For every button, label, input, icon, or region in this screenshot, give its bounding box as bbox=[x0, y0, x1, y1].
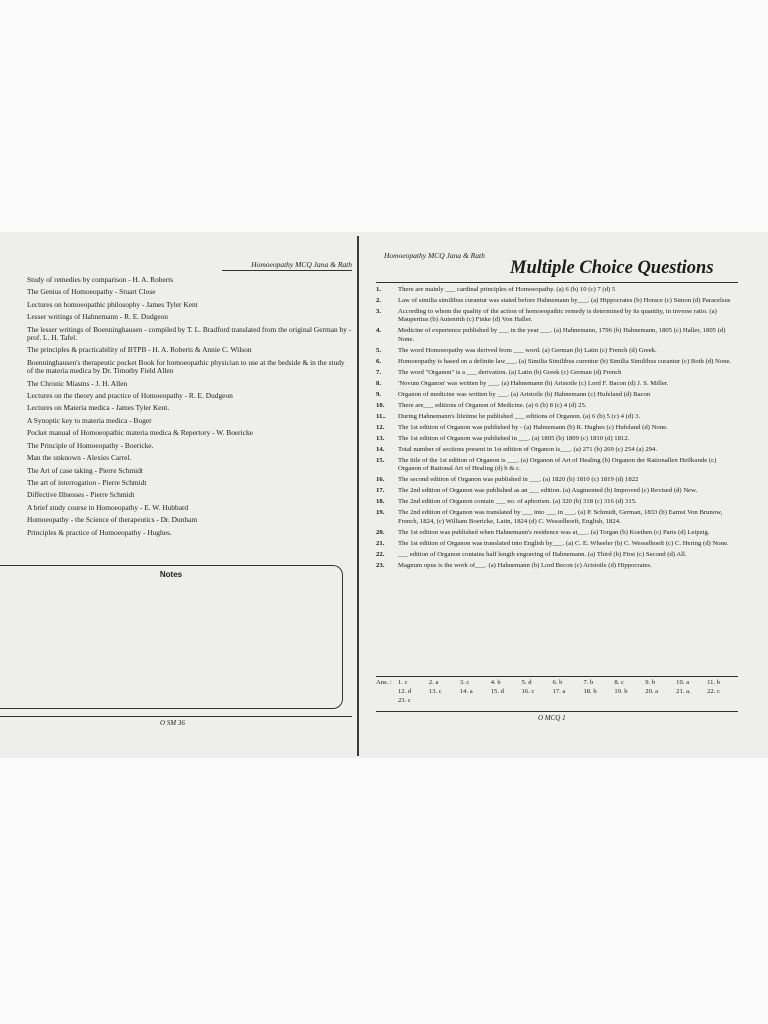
question-text: The word "Organon" is a ___ derivation. (a) Latin (b) Greek (c) German (d) French bbox=[398, 368, 622, 376]
question-item bbox=[376, 369, 740, 377]
answer-item: 6. b bbox=[552, 679, 563, 686]
answer-item: 1. c bbox=[398, 679, 408, 686]
question-item bbox=[376, 402, 740, 410]
question-number: 23. bbox=[376, 561, 385, 569]
reference-item: Boenninghausen's therapeutic pocket Book for homoeopathic physician to use at the bedside & in the study of the materia medica by Dr. Timothy Field Allen bbox=[27, 357, 345, 376]
question-text: Medicine of experience published by ___ in the year ___. (a) Hahnemann, 1796 (b) Hahnemann, 1805 (c) Haller, 1805 (d) None. bbox=[398, 327, 726, 343]
answer-item: 21. a. bbox=[676, 688, 691, 695]
question-item bbox=[376, 551, 740, 559]
answer-item: 16. c bbox=[521, 688, 535, 695]
question-text: There are mainly ___ cardinal principles of Homoeopathy. (a) 6 (b) 10 (c) 7 (d) 5 bbox=[398, 286, 616, 293]
answer-item: 14. a bbox=[459, 688, 473, 695]
answer-item: 4. b bbox=[490, 679, 501, 686]
reference-item: The Principle of Homoeopathy - Boericke. bbox=[27, 440, 154, 450]
question-item bbox=[376, 358, 740, 366]
answer-item: 22. c bbox=[707, 688, 720, 695]
question-item bbox=[376, 509, 740, 526]
page-title: Multiple Choice Questions bbox=[510, 258, 714, 278]
question-text: The 2nd edition of Organon was published as an ___ edition. (a) Augmented (b) Improved (c) Revised (d) New. bbox=[398, 487, 698, 495]
reference-item: A brief study course in Homoeopathy - E. W. Hubbard bbox=[27, 502, 189, 512]
reference-item: Lectures on Materia medica - James Tyler Kent. bbox=[27, 403, 170, 413]
left-page-number: O SM 36 bbox=[160, 719, 185, 727]
question-text: The 1st edition was published when Hahnemann's residence was at___. (a) Torgan (b) Koethen (c) Paris (d) Leipzig. bbox=[398, 528, 710, 536]
question-number: 16. bbox=[376, 476, 385, 484]
left-page-footer bbox=[0, 716, 352, 727]
question-item bbox=[376, 487, 740, 495]
question-text: The 1st edition of Organon was published in ___. (a) 1805 (b) 1809 (c) 1810 (d) 1812. bbox=[398, 434, 630, 442]
question-item bbox=[376, 286, 740, 294]
question-item bbox=[376, 391, 740, 399]
question-item bbox=[376, 562, 740, 570]
question-item bbox=[376, 529, 740, 537]
reference-item: A Synoptic key to materia medica - Boger bbox=[27, 415, 152, 425]
reference-item: Lesser writings of Hahnemann - R. E. Dudgeon bbox=[27, 312, 169, 322]
reference-item: The Art of case taking - Pierre Schmidt bbox=[27, 465, 143, 475]
question-text: The 2nd edition of Organon contain ___ no. of aphorism. (a) 320 (b) 318 (c) 316 (d) 315. bbox=[398, 498, 637, 506]
answer-item: 15. d bbox=[490, 688, 504, 695]
question-text: ___ edition of Organon contains half length engraving of Hahnemann. (a) Third (b) First (c) Second (d) All. bbox=[398, 550, 687, 558]
answer-item: 2. a bbox=[428, 679, 439, 686]
question-text: The second edition of Organon was published in ___. (a) 1820 (b) 1810 (c) 1819 (d) 1822 bbox=[398, 476, 639, 484]
answer-grid bbox=[398, 679, 738, 704]
reference-item: Lectures on the theory and practice of Homoeopathy - R. E. Dudgeon bbox=[27, 391, 233, 401]
question-number: 21. bbox=[376, 539, 385, 547]
question-item bbox=[376, 308, 740, 325]
question-item bbox=[376, 457, 740, 474]
book-spine-divider bbox=[357, 236, 359, 756]
reference-item: Homoeopathy - the Science of therapeutics - Dr. Dunham bbox=[27, 515, 198, 525]
reference-item: Man the unknown - Alexies Carrel. bbox=[27, 453, 132, 463]
question-text: The title of the 1st edition of Organon is ___. (a) Organon of Art of Healing (b) Organon der Rationallen Heilkunde (c) Organon of Rational Art of Healing (d) b & c. bbox=[398, 456, 717, 473]
question-text: There are___ editions of Organon of Medicine. (a) 6 (b) 8 (c) 4 (d) 25. bbox=[398, 401, 587, 409]
question-item bbox=[376, 446, 740, 454]
answer-item: 17. a bbox=[552, 688, 566, 695]
question-item bbox=[376, 413, 740, 421]
question-number: 2. bbox=[376, 297, 382, 304]
title-rule bbox=[376, 282, 738, 283]
question-number: 11.. bbox=[376, 412, 386, 420]
question-number: 7. bbox=[376, 368, 382, 376]
question-text: The 2nd edition of Organon was translated by ___ into ___ in ___. (a) P. Schmidt, German, 1833 (b) Earnst Von Brunow, French, 1824, (c) William Boericke, Latin, 1824 (d) C. Wesselhoeft, English, 1824. bbox=[398, 509, 723, 525]
question-number: 17. bbox=[376, 487, 385, 495]
question-text: The word Homoeopathy was derived from ___ word. (a) German (b) Latin (c) French (d) Greek. bbox=[398, 346, 657, 354]
question-number: 3. bbox=[376, 308, 382, 315]
question-text: Magnum opus is the work of___. (a) Hahnemann (b) Lord Becon (c) Aristotle (d) Hippocrates. bbox=[398, 561, 652, 569]
question-number: 4. bbox=[376, 327, 382, 335]
question-number: 18. bbox=[376, 498, 385, 506]
question-text: Homoeopathy is based on a definite law___. (a) Similia Similibus curentur (b) Similia Similibus curantur (c) Both (d) None. bbox=[398, 357, 732, 365]
question-number: 20. bbox=[376, 528, 385, 536]
question-number: 6. bbox=[376, 357, 382, 365]
answer-item: 9. b bbox=[645, 679, 656, 686]
right-page-number: O MCQ 1 bbox=[538, 714, 566, 722]
question-item bbox=[376, 380, 740, 388]
reference-item: The art of interrogation - Pierre Schmidt bbox=[27, 477, 147, 487]
question-number: 19. bbox=[376, 509, 385, 517]
answer-item: 19. b bbox=[614, 688, 628, 695]
question-item bbox=[376, 347, 740, 355]
answer-item: 8. c bbox=[614, 679, 624, 686]
question-number: 14. bbox=[376, 445, 385, 453]
reference-item: The Genius of Homoeopathy - Stuart Close bbox=[27, 287, 156, 297]
question-text: Organon of medicine was written by ___. (a) Aristotle (b) Hahnemann (c) Hufeland (d) Bacon bbox=[398, 390, 651, 398]
question-number: 13. bbox=[376, 434, 385, 442]
question-item bbox=[376, 476, 740, 484]
question-number: 22. bbox=[376, 550, 385, 558]
answer-item: 11. b bbox=[707, 679, 721, 686]
right-page-header: Homoeopathy MCQ Jana & Rath bbox=[384, 251, 485, 260]
answer-item: 18. b bbox=[583, 688, 597, 695]
question-item bbox=[376, 424, 740, 432]
question-number: 8. bbox=[376, 379, 382, 387]
reference-item: The Chronic Miasms - J. H. Allen bbox=[27, 378, 128, 388]
left-page-header: Homoeopathy MCQ Jana & Rath bbox=[222, 260, 352, 271]
question-number: 1. bbox=[376, 286, 382, 293]
question-number: 9. bbox=[376, 390, 382, 398]
answer-item: 23. c bbox=[398, 697, 411, 704]
answer-item: 7. b bbox=[583, 679, 594, 686]
answer-item: 20. a bbox=[645, 688, 659, 695]
answer-item: 3. c bbox=[459, 679, 470, 686]
question-text: Law of similia similibus curantur was stated before Hahnemann by___. (a) Hippocrates (b) Horace (c) Simon (d) Paracelsus bbox=[398, 297, 731, 304]
answers-rule bbox=[376, 676, 738, 677]
reference-item: Lectures on homoeopathic philosophy - James Tyler Kent bbox=[27, 299, 198, 309]
answer-item: 5. d bbox=[521, 679, 532, 686]
question-item bbox=[376, 435, 740, 443]
question-number: 5. bbox=[376, 346, 382, 354]
answer-item: 13. c bbox=[428, 688, 442, 695]
right-page-footer bbox=[376, 711, 738, 722]
reference-list bbox=[27, 276, 352, 541]
notes-title: Notes bbox=[159, 570, 183, 579]
question-text: The 1st edition of Organon was translated into English by___. (a) C. E. Wheeler (b) C. Wesselhoeft (c) C. Hering (d) None. bbox=[398, 539, 729, 547]
reference-item: Study of remedies by comparison - H. A. Roberts bbox=[27, 275, 174, 284]
reference-item: The lesser writings of Boenninghausen - compiled by T. L. Bradford translated from the original German by - prof. L. H. Tafel. bbox=[27, 324, 352, 343]
question-number: 10. bbox=[376, 401, 385, 409]
question-item bbox=[376, 327, 740, 344]
reference-item: Principles & practice of Homoeopathy - Hughes. bbox=[27, 527, 172, 537]
question-item bbox=[376, 540, 740, 548]
question-number: 12. bbox=[376, 423, 385, 431]
question-item bbox=[376, 498, 740, 506]
answer-key-label: Ans. : bbox=[376, 679, 392, 686]
question-list bbox=[376, 286, 740, 573]
reference-item: The principles & practicability of BTPB - H. A. Roberts & Annie C. Wilson bbox=[27, 345, 252, 355]
question-number: 15. bbox=[376, 456, 385, 464]
question-text: According to whom the quality of the action of homoeopathic remedy is determined by its quantity, in inverse ratio. (a) Maupertius (b) Autenrith (c) Finke (d) Von Haller. bbox=[398, 308, 717, 324]
question-text: Total number of sections present in 1st edition of Organon is___. (a) 271 (b) 269 (c) 254 (a) 294. bbox=[398, 445, 658, 453]
answer-item: 10. a bbox=[676, 679, 689, 686]
answer-item: 12. d bbox=[398, 688, 412, 695]
question-item bbox=[376, 297, 740, 305]
question-text: During Hahnemann's lifetime he published ___ editions of Organon. (a) 6 (b) 5 (c) 4 (d) 3. bbox=[398, 412, 641, 420]
notes-box bbox=[0, 565, 343, 709]
question-text: The 1st edition of Organon was published by - (a) Hahnemann (b) R. Hughes (c) Hufeland (d) None. bbox=[398, 423, 668, 431]
reference-item: Diffective Illnesses - Pierre Schmidt bbox=[27, 490, 135, 500]
reference-item: Pocket manual of Homoeopathic materia medica & Repertory - W. Boericke bbox=[27, 428, 253, 438]
question-text: 'Novum Organon' was written by ___. (a) Hahnemann (b) Aristotle (c) Lord F. Bacon (d) J. S. Miller. bbox=[398, 379, 669, 387]
